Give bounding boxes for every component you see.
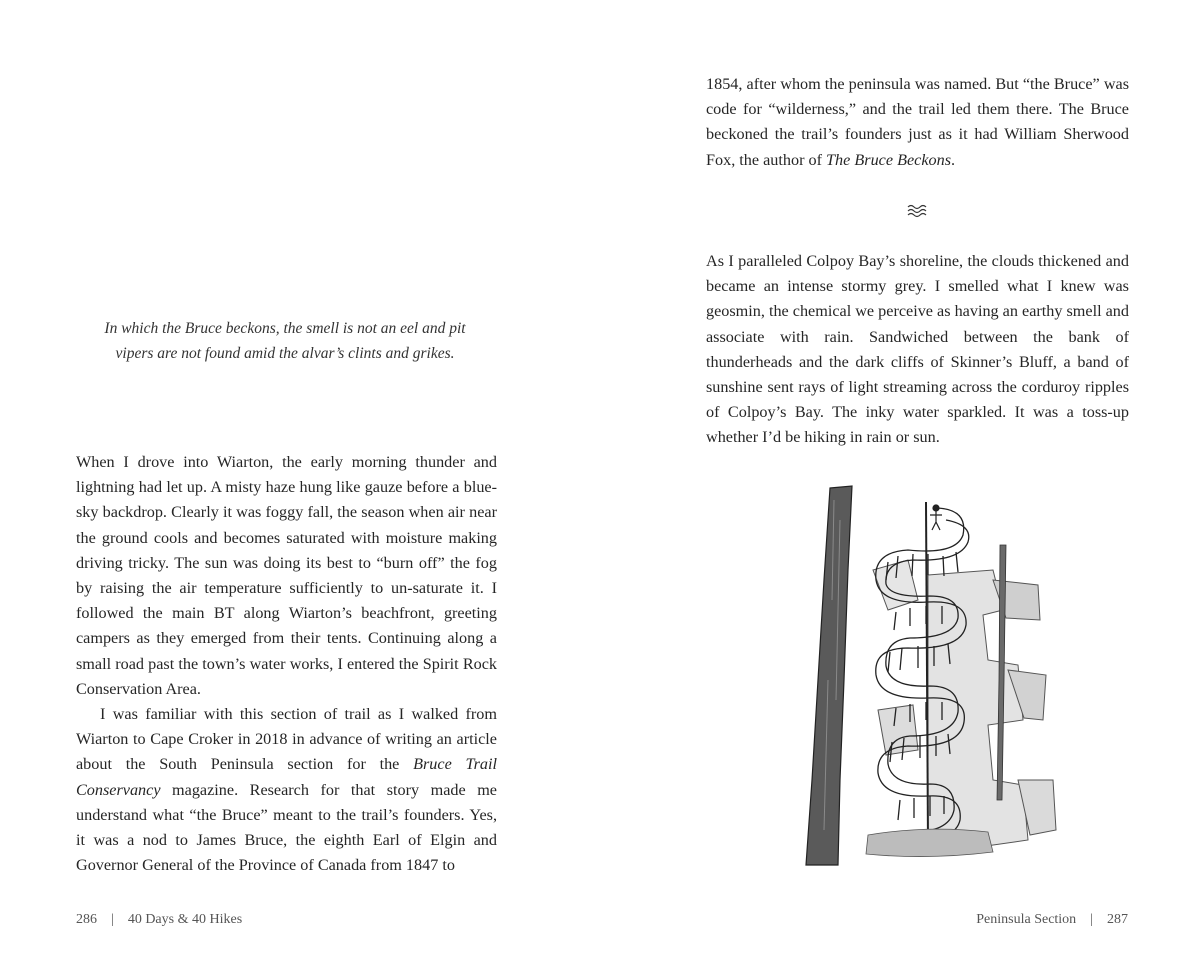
paragraph-text: magazine. Research for that story made me understand what “the Bruce” meant to the trail’s founders. Yes, it was a nod to James Bruce, the eighth Earl of Elgin and Governor General of the Province of Canada from 1847 to	[76, 780, 497, 875]
paragraph-text: I was familiar with this section of trail as I walked from Wiarton to Cape Croker in 2018 in advance of writing an article about the South Peninsula section for the	[76, 705, 497, 774]
right-page	[600, 0, 1200, 965]
body-paragraph	[76, 702, 497, 878]
tree-trunk	[806, 486, 852, 865]
page-number: 286	[76, 912, 97, 927]
magazine-title: Bruce Trail Conservancy	[76, 755, 497, 799]
chapter-epigraph: In which the Bruce beckons, the smell is not an eel and pit vipers are not found amid the alvar’s clints and grikes.	[104, 320, 466, 362]
running-title: 40 Days & 40 Hikes	[127, 912, 243, 927]
folio-separator: |	[111, 912, 114, 927]
paragraph-text: 1854, after whom the peninsula was named. But “the Bruce” was code for “wilderness,” and the trail led them there. The Bruce beckoned the trail’s founders just as it had William Sherwood Fox, the author of	[706, 75, 1129, 169]
wave-ornament-icon	[906, 202, 930, 218]
stair-post	[926, 502, 928, 845]
page-number: 287	[1107, 912, 1128, 927]
spiral-staircase-illustration	[778, 480, 1078, 870]
right-body-text	[706, 249, 1129, 451]
folio-separator: |	[1090, 912, 1093, 927]
left-body-text	[76, 450, 497, 878]
body-paragraph	[706, 72, 1129, 173]
right-folio	[976, 912, 1128, 928]
left-folio	[76, 912, 242, 928]
rock-wall-shading	[873, 560, 1056, 850]
body-paragraph: As I paralleled Colpoy Bay’s shoreline, the clouds thickened and became an intense stormy grey. I smelled what I knew was geosmin, the chemical we perceive as having an earthy smell and associate with rain. Sandwiched between the bank of thunderheads and the dark cliffs of Skinner’s Bluff, a band of sunshine sent rays of light streaming across the corduroy ripples of Colpoy’s Bay. The inky water sparkled. It was a toss-up whether I’d be hiking in rain or sun.	[706, 252, 1129, 447]
body-paragraph: When I drove into Wiarton, the early morning thunder and lightning had let up. A misty haze hung like gauze before a blue-sky backdrop. Clearly it was foggy fall, the season when air near the ground cools and becomes saturated with moisture making driving tricky. The sun was doing its best to “burn off” the fog by raising the air temperature sufficiently to un-saturate it. I followed the main BT along Wiarton’s beachfront, greeting campers as they emerged from their tents. Continuing along a small road past the town’s water works, I entered the Spirit Rock Conservation Area.	[76, 453, 497, 698]
paragraph-text: .	[951, 150, 956, 169]
running-title: Peninsula Section	[976, 912, 1077, 927]
right-top-text	[706, 72, 1129, 173]
book-title: The Bruce Beckons	[826, 150, 952, 169]
